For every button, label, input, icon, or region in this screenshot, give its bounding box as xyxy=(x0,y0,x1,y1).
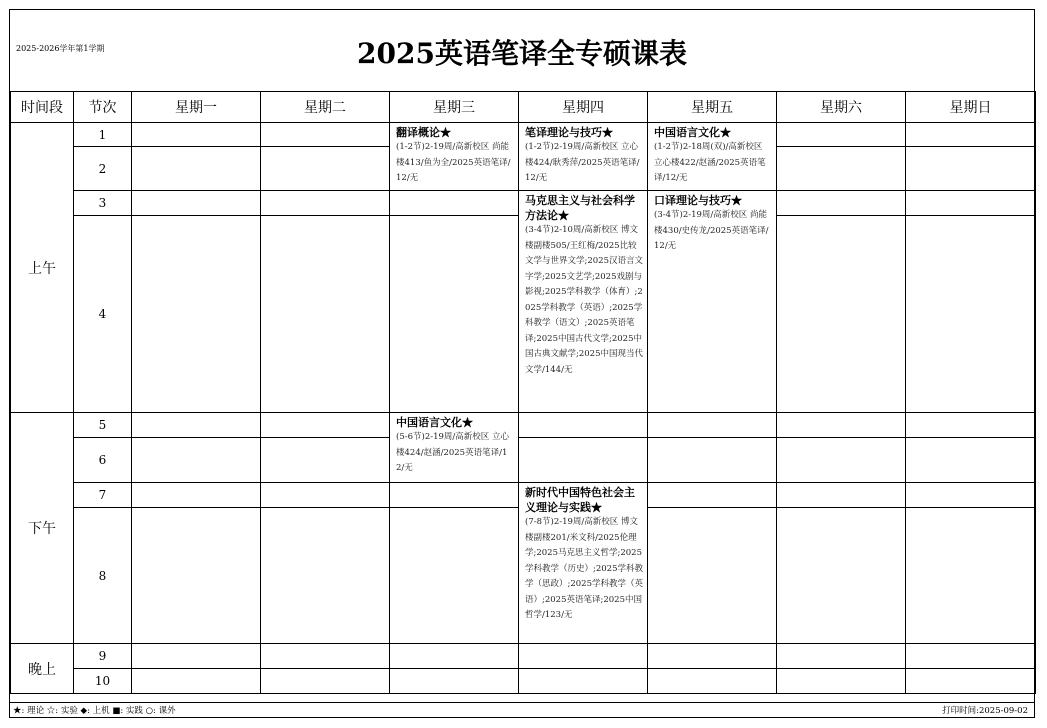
cell-tue-2 xyxy=(261,147,390,191)
cell-sun-5 xyxy=(906,413,1036,438)
column-header-wednesday: 星期三 xyxy=(390,92,519,123)
cell-tue-10 xyxy=(261,669,390,694)
cell-fri-9 xyxy=(648,644,777,669)
slot-10: 10 xyxy=(74,669,132,694)
column-header-saturday: 星期六 xyxy=(777,92,906,123)
cell-thu-6 xyxy=(519,438,648,483)
cell-wed-7 xyxy=(390,483,519,508)
cell-fri-8 xyxy=(648,508,777,644)
cell-wed-4 xyxy=(390,216,519,413)
cell-sat-9 xyxy=(777,644,906,669)
cell-sun-8 xyxy=(906,508,1036,644)
course-thu-7-8[interactable] xyxy=(519,483,648,644)
footer xyxy=(10,702,1034,719)
slot-4: 4 xyxy=(74,216,132,413)
course-wed-5-6[interactable] xyxy=(390,413,519,483)
cell-sun-9 xyxy=(906,644,1036,669)
timetable-page xyxy=(9,9,1035,718)
cell-sat-8 xyxy=(777,508,906,644)
cell-thu-10 xyxy=(519,669,648,694)
cell-mon-4 xyxy=(132,216,261,413)
slot-6: 6 xyxy=(74,438,132,483)
column-header-monday: 星期一 xyxy=(132,92,261,123)
cell-sat-1 xyxy=(777,123,906,147)
cell-mon-10 xyxy=(132,669,261,694)
cell-sun-4 xyxy=(906,216,1036,413)
course-detail: (1-2节)2-19周/高新校区 尚能楼413/鱼为全/2025英语笔译/12/无 xyxy=(396,142,511,183)
cell-fri-6 xyxy=(648,438,777,483)
course-thu-1-2[interactable] xyxy=(519,123,648,191)
legend: ★: 理论 ☆: 实验 ◆: 上机 ■: 实践 ○: 课外 xyxy=(13,706,176,716)
course-name: 中国语言文化★ xyxy=(396,416,473,429)
cell-mon-3 xyxy=(132,191,261,216)
cell-sun-2 xyxy=(906,147,1036,191)
course-detail: (5-6节)2-19周/高新校区 立心楼424/赵涵/2025英语笔译/12/无 xyxy=(396,432,509,473)
cell-mon-1 xyxy=(132,123,261,147)
cell-tue-6 xyxy=(261,438,390,483)
cell-mon-5 xyxy=(132,413,261,438)
cell-sat-7 xyxy=(777,483,906,508)
course-name: 口译理论与技巧★ xyxy=(654,194,742,207)
cell-wed-8 xyxy=(390,508,519,644)
table-row xyxy=(11,413,1036,438)
cell-tue-5 xyxy=(261,413,390,438)
cell-sun-6 xyxy=(906,438,1036,483)
cell-mon-6 xyxy=(132,438,261,483)
cell-sat-2 xyxy=(777,147,906,191)
course-detail: (1-2节)2-19周/高新校区 立心楼424/耿秀萍/2025英语笔译/12/无 xyxy=(525,142,640,183)
period-morning: 上午 xyxy=(11,123,74,413)
term-label: 2025-2026学年第1学期 xyxy=(16,44,105,53)
column-header-period: 时间段 xyxy=(11,92,74,123)
course-name: 新时代中国特色社会主义理论与实践★ xyxy=(525,486,635,514)
slot-9: 9 xyxy=(74,644,132,669)
slot-1: 1 xyxy=(74,123,132,147)
course-thu-3-4[interactable] xyxy=(519,191,648,413)
cell-mon-7 xyxy=(132,483,261,508)
slot-2: 2 xyxy=(74,147,132,191)
cell-sun-10 xyxy=(906,669,1036,694)
period-evening: 晚上 xyxy=(11,644,74,694)
cell-mon-8 xyxy=(132,508,261,644)
course-wed-1-2[interactable] xyxy=(390,123,519,191)
print-time: 打印时间:2025-09-02 xyxy=(942,706,1028,716)
slot-3: 3 xyxy=(74,191,132,216)
slot-5: 5 xyxy=(74,413,132,438)
cell-sat-6 xyxy=(777,438,906,483)
cell-tue-8 xyxy=(261,508,390,644)
cell-tue-7 xyxy=(261,483,390,508)
table-row xyxy=(11,644,1036,669)
course-name: 笔译理论与技巧★ xyxy=(525,126,613,139)
column-header-tuesday: 星期二 xyxy=(261,92,390,123)
cell-wed-9 xyxy=(390,644,519,669)
course-detail: (3-4节)2-19周/高新校区 尚能楼430/史传龙/2025英语笔译/12/无 xyxy=(654,210,769,251)
course-fri-3-4[interactable] xyxy=(648,191,777,413)
slot-8: 8 xyxy=(74,508,132,644)
table-row xyxy=(11,438,1036,483)
header-row xyxy=(11,92,1036,123)
header xyxy=(10,10,1034,90)
course-fri-1-2[interactable] xyxy=(648,123,777,191)
column-header-friday: 星期五 xyxy=(648,92,777,123)
cell-wed-3 xyxy=(390,191,519,216)
cell-sat-4 xyxy=(777,216,906,413)
cell-sat-10 xyxy=(777,669,906,694)
course-detail: (7-8节)2-19周/高新校区 博文楼副楼201/米文科/2025伦理学;2025马克思主义哲学;2025学科教学（历史）;2025学科教学（思政）;2025学科教学（英语）;2025英语笔译;2025中国哲学/123/无 xyxy=(525,517,643,620)
column-header-slot: 节次 xyxy=(74,92,132,123)
cell-tue-4 xyxy=(261,216,390,413)
slot-7: 7 xyxy=(74,483,132,508)
cell-sun-1 xyxy=(906,123,1036,147)
period-afternoon: 下午 xyxy=(11,413,74,644)
cell-thu-9 xyxy=(519,644,648,669)
course-detail: (1-2节)2-18周(双)/高新校区 立心楼422/赵涵/2025英语笔译/12/无 xyxy=(654,142,766,183)
table-row xyxy=(11,483,1036,508)
course-detail: (3-4节)2-10周/高新校区 博文楼副楼505/王红梅/2025比较文学与世界文学;2025汉语言文字学;2025文艺学;2025戏剧与影视;2025学科教学（体育）;2025学科教学（英语）;2025学科教学（语文）;2025英语笔译;2025中国古代文学;2025中国古典文献学;2025中国现当代文学/144/无 xyxy=(525,225,643,375)
cell-fri-10 xyxy=(648,669,777,694)
table-row xyxy=(11,123,1036,147)
cell-sun-3 xyxy=(906,191,1036,216)
cell-sat-3 xyxy=(777,191,906,216)
column-header-thursday: 星期四 xyxy=(519,92,648,123)
course-name: 马克思主义与社会科学方法论★ xyxy=(525,194,635,222)
cell-tue-3 xyxy=(261,191,390,216)
cell-fri-7 xyxy=(648,483,777,508)
schedule-table xyxy=(10,91,1036,694)
cell-sat-5 xyxy=(777,413,906,438)
column-header-sunday: 星期日 xyxy=(906,92,1036,123)
cell-mon-9 xyxy=(132,644,261,669)
course-name: 中国语言文化★ xyxy=(654,126,731,139)
page-title: 2025英语笔译全专硕课表 xyxy=(357,37,687,70)
course-name: 翻译概论★ xyxy=(396,126,451,139)
cell-mon-2 xyxy=(132,147,261,191)
cell-tue-1 xyxy=(261,123,390,147)
cell-tue-9 xyxy=(261,644,390,669)
cell-fri-5 xyxy=(648,413,777,438)
table-row xyxy=(11,191,1036,216)
cell-wed-10 xyxy=(390,669,519,694)
table-row xyxy=(11,669,1036,694)
cell-thu-5 xyxy=(519,413,648,438)
cell-sun-7 xyxy=(906,483,1036,508)
